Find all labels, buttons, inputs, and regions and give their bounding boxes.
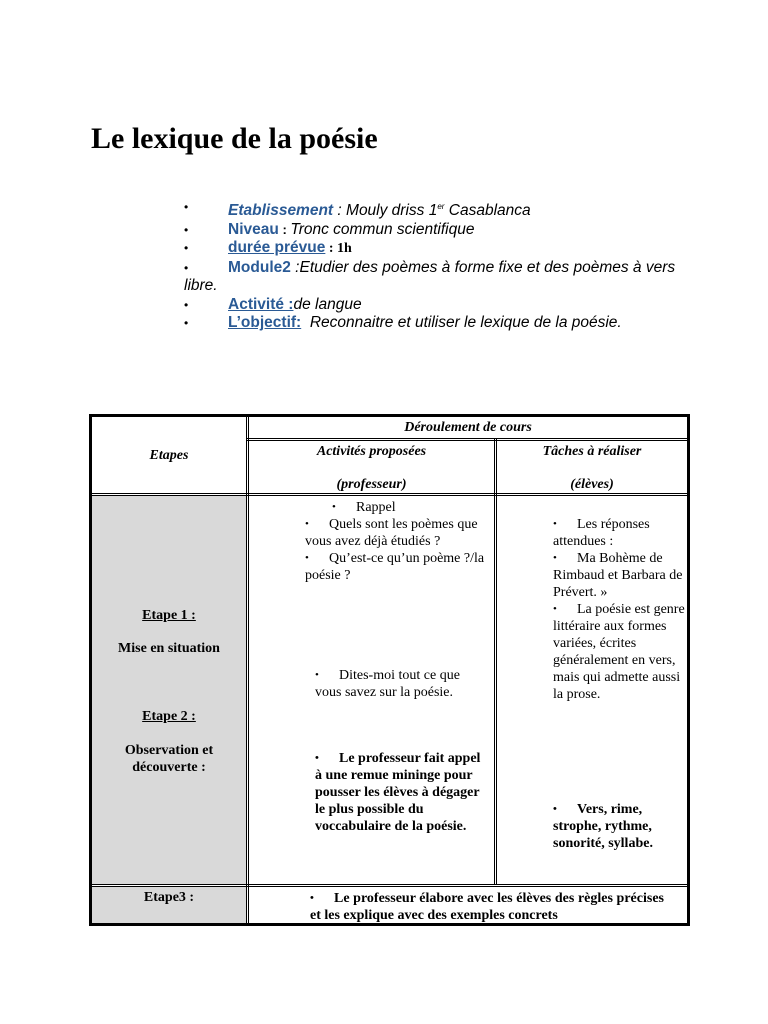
info-value: :Etudier des poèmes à forme fixe et des poèmes à vers libre. xyxy=(184,258,676,295)
eleves-vers-list xyxy=(553,801,685,852)
info-label: Etablissement xyxy=(228,202,334,220)
bullet-icon: • xyxy=(305,552,309,564)
bullet-icon: • xyxy=(184,241,189,256)
bullet-icon: • xyxy=(310,892,314,904)
list-item xyxy=(553,516,687,550)
bullet-icon: • xyxy=(184,316,189,331)
bullet-icon: • xyxy=(184,297,189,312)
row-divider xyxy=(92,493,690,494)
list-item xyxy=(315,750,487,835)
info-duree xyxy=(184,239,684,259)
bullet-icon: • xyxy=(184,200,189,214)
etape1-title: Etape 1 : xyxy=(142,608,196,623)
bullet-icon: • xyxy=(315,752,319,764)
header-divider xyxy=(247,440,690,441)
list-item xyxy=(315,667,485,701)
info-separator: : xyxy=(278,221,291,237)
info-module xyxy=(184,259,684,296)
lesson-info-list xyxy=(184,198,684,333)
bullet-icon: • xyxy=(553,603,557,615)
info-value: : Mouly driss 1 xyxy=(333,202,438,220)
column-divider xyxy=(246,417,247,923)
prof-questions-list xyxy=(305,516,490,584)
column-divider xyxy=(494,439,495,884)
bullet-icon: • xyxy=(332,501,336,513)
eleves-vers: Vers, rime, strophe, rythme, sonorité, syllabe. xyxy=(553,802,653,851)
list-item xyxy=(553,601,687,703)
bullet-icon: • xyxy=(553,552,557,564)
info-label: L’objectif: xyxy=(228,314,302,332)
etape2-title: Etape 2 : xyxy=(142,709,196,724)
etape3-list xyxy=(310,890,664,924)
info-objectif xyxy=(184,314,684,333)
prof-rappel-list xyxy=(332,499,432,516)
eleves-reponses: Les réponses attendues : xyxy=(553,517,650,549)
info-value-tail: Casablanca xyxy=(444,202,531,220)
prof-dites: Dites-moi tout ce que vous savez sur la poésie. xyxy=(315,668,460,700)
etapes-column-shade xyxy=(92,495,247,885)
bullet-icon: • xyxy=(184,222,189,237)
etape3-title: Etape3 : xyxy=(143,890,195,905)
info-etablissement xyxy=(184,198,684,221)
column-divider xyxy=(496,439,497,884)
info-activite xyxy=(184,296,684,315)
bullet-icon: • xyxy=(553,803,557,815)
row-divider xyxy=(92,495,690,496)
info-niveau xyxy=(184,221,684,240)
info-value: Tronc commun scientifique xyxy=(290,220,475,238)
prof-remue: Le professeur fait appel à une remue mininge pour pousser les élèves à dégager le plus possible du voccabulaire de la poésie. xyxy=(315,751,481,834)
header-professeur: (professeur) xyxy=(336,477,407,492)
row-divider xyxy=(92,884,690,885)
list-item xyxy=(332,499,432,516)
bullet-icon: • xyxy=(553,518,557,530)
info-value-sup: er xyxy=(437,202,445,211)
info-value: de langue xyxy=(293,295,362,313)
info-label: durée prévue xyxy=(228,239,326,257)
row-divider xyxy=(92,886,690,887)
info-value: Reconnaitre et utiliser le lexique de la poésie. xyxy=(309,314,622,332)
header-etapes: Etapes xyxy=(149,448,189,463)
page-title: Le lexique de la poésie xyxy=(91,122,378,155)
eleves-boheme: Ma Bohème de Rimbaud et Barbara de Prévert. » xyxy=(553,551,683,600)
list-item xyxy=(553,550,687,601)
header-taches: Tâches à réaliser xyxy=(542,444,642,459)
prof-question: Qu’est-ce qu’un poème ?/la poésie ? xyxy=(305,551,485,583)
header-divider xyxy=(247,438,690,439)
info-label: Module2 xyxy=(228,258,291,276)
prof-question: Quels sont les poèmes que vous avez déjà étudiés ? xyxy=(305,517,478,549)
bullet-icon: • xyxy=(315,669,319,681)
header-deroulement: Déroulement de cours xyxy=(404,420,532,435)
eleves-poesie: La poésie est genre littéraire aux formes variées, écrites généralement en vers, mais qui admette aussi la prose. xyxy=(553,602,685,702)
info-value: : 1h xyxy=(325,241,352,257)
bullet-icon: • xyxy=(184,260,189,275)
prof-rappel: Rappel xyxy=(356,500,396,515)
prof-remue-list xyxy=(315,750,487,835)
list-item xyxy=(310,890,664,924)
eleves-list xyxy=(553,516,687,703)
etape3-text: Le professeur élabore avec les élèves des règles précises et les explique avec des exemples concrets xyxy=(310,891,664,923)
list-item xyxy=(305,550,490,584)
info-label: Niveau xyxy=(228,220,279,238)
prof-dites-list xyxy=(315,667,485,701)
lesson-table xyxy=(89,414,690,926)
list-item xyxy=(553,801,685,852)
info-label: Activité : xyxy=(228,295,294,313)
list-item xyxy=(305,516,490,550)
etape1-name: Mise en situation xyxy=(118,641,220,656)
etape2-name: Observation et découverte : xyxy=(124,743,214,775)
bullet-icon: • xyxy=(305,518,309,530)
column-divider xyxy=(687,417,688,923)
header-eleves: (élèves) xyxy=(570,477,614,492)
header-activites: Activités proposées xyxy=(316,444,427,459)
